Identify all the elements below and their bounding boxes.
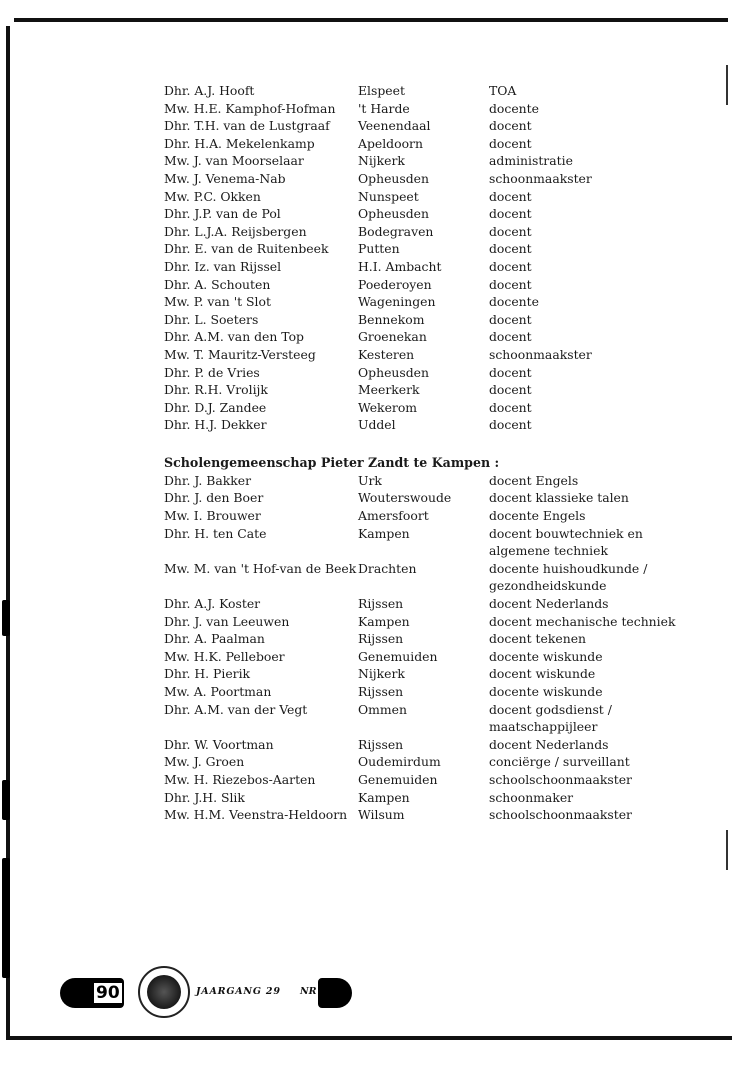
issue-number-tab xyxy=(318,978,352,1008)
staff-role: docent xyxy=(489,223,532,239)
staff-name: Mw. J. Venema-Nab xyxy=(164,170,286,186)
staff-name: Dhr. D.J. Zandee xyxy=(164,399,267,415)
staff-place: H.I. Ambacht xyxy=(358,258,442,274)
staff-name: Dhr. A. Paalman xyxy=(164,631,265,647)
scan-blot xyxy=(2,858,10,978)
staff-name: Mw. H.K. Pelleboer xyxy=(164,648,285,664)
list-item xyxy=(164,771,704,789)
staff-role: docent xyxy=(489,364,532,380)
staff-role: docent Nederlands xyxy=(489,596,609,612)
staff-name: Mw. A. Poortman xyxy=(164,684,272,699)
staff-role: docent xyxy=(489,311,532,327)
staff-place: Kampen xyxy=(358,613,410,629)
list-item xyxy=(164,240,704,258)
staff-role: docent Nederlands xyxy=(489,736,609,752)
list-item xyxy=(164,595,704,613)
staff-place: Genemuiden xyxy=(358,648,438,664)
staff-place: Meerkerk xyxy=(358,382,420,398)
page-footer xyxy=(60,962,380,1022)
list-item xyxy=(164,276,704,294)
staff-role: docente huishoudkunde / gezondheidskunde xyxy=(489,560,648,594)
staff-name: Dhr. A. Schouten xyxy=(164,276,271,292)
staff-role: administratie xyxy=(489,153,573,169)
staff-role: docent klassieke talen xyxy=(489,490,629,506)
staff-place: Nunspeet xyxy=(358,188,419,204)
journal-seal-icon xyxy=(138,966,190,1018)
staff-place: Apeldoorn xyxy=(358,135,423,151)
staff-name: Dhr. A.J. Hooft xyxy=(164,83,255,98)
staff-place: Elspeet xyxy=(358,83,405,98)
staff-role: docent xyxy=(489,188,532,204)
section-title: Scholengemeenschap Pieter Zandt te Kampen : xyxy=(164,454,500,470)
staff-role: docent xyxy=(489,329,532,345)
staff-place: Ommen xyxy=(358,701,407,717)
staff-role: docente Engels xyxy=(489,508,586,524)
staff-role: docent tekenen xyxy=(489,631,587,647)
list-item xyxy=(164,613,704,631)
staff-place: Kampen xyxy=(358,525,410,541)
staff-place: Rijssen xyxy=(358,631,404,647)
list-item xyxy=(164,630,704,648)
staff-name: Dhr. Iz. van Rijssel xyxy=(164,258,282,274)
staff-name: Dhr. L. Soeters xyxy=(164,311,259,327)
staff-place: Oudemirdum xyxy=(358,754,441,770)
list-item xyxy=(164,806,704,824)
staff-role: docent godsdienst / maatschappijleer xyxy=(489,701,612,735)
staff-name: Mw. M. van 't Hof-van de Beek xyxy=(164,560,357,576)
staff-place: Bodegraven xyxy=(358,223,434,239)
staff-name: Dhr. J. Bakker xyxy=(164,472,251,488)
staff-role: schoolschoonmaakster xyxy=(489,807,632,823)
staff-place: Wageningen xyxy=(358,294,436,310)
staff-role: docente xyxy=(489,100,539,116)
staff-role: docent xyxy=(489,382,532,398)
margin-mark xyxy=(726,830,728,870)
staff-name: Dhr. R.H. Vrolijk xyxy=(164,382,268,398)
staff-name: Dhr. T.H. van de Lustgraaf xyxy=(164,118,330,134)
list-item xyxy=(164,472,704,490)
list-item xyxy=(164,560,704,595)
list-item xyxy=(164,525,704,560)
staff-name: Mw. J. van Moorselaar xyxy=(164,153,304,169)
staff-name: Dhr. L.J.A. Reijsbergen xyxy=(164,223,307,239)
staff-place: Uddel xyxy=(358,417,396,433)
staff-place: Opheusden xyxy=(358,170,429,186)
staff-role: docent Engels xyxy=(489,472,579,488)
list-item xyxy=(164,416,704,434)
scan-blot xyxy=(2,600,10,636)
page-bottom-rule xyxy=(6,1036,732,1040)
staff-place: Genemuiden xyxy=(358,771,438,787)
staff-role: docent xyxy=(489,258,532,274)
staff-role: schoonmaker xyxy=(489,789,574,805)
list-item xyxy=(164,364,704,382)
staff-place: Nijkerk xyxy=(358,666,405,682)
staff-name: Dhr. E. van de Ruitenbeek xyxy=(164,241,329,257)
staff-name: Dhr. H.A. Mekelenkamp xyxy=(164,135,315,151)
staff-place: Opheusden xyxy=(358,206,429,222)
staff-role: docent xyxy=(489,206,532,222)
list-item xyxy=(164,117,704,135)
staff-name: Dhr. P. de Vries xyxy=(164,364,260,380)
staff-name: Dhr. W. Voortman xyxy=(164,736,274,752)
page-number: 90 xyxy=(96,983,120,1003)
staff-role: docent xyxy=(489,417,532,433)
staff-place: 't Harde xyxy=(358,100,410,116)
staff-role: docent xyxy=(489,276,532,292)
staff-role: docent xyxy=(489,399,532,415)
staff-role: docent xyxy=(489,241,532,257)
list-item xyxy=(164,399,704,417)
staff-name: Dhr. J.H. Slik xyxy=(164,789,245,805)
staff-place: Wouterswoude xyxy=(358,490,452,506)
staff-place: Veenendaal xyxy=(358,118,431,134)
list-item xyxy=(164,489,704,507)
list-item xyxy=(164,135,704,153)
list-item xyxy=(164,82,704,100)
staff-name: Dhr. A.J. Koster xyxy=(164,596,261,612)
staff-role: schoolschoonmaakster xyxy=(489,771,632,787)
list-item xyxy=(164,152,704,170)
staff-name: Dhr. J. den Boer xyxy=(164,490,264,506)
staff-name: Dhr. A.M. van der Vegt xyxy=(164,701,308,717)
list-item xyxy=(164,188,704,206)
staff-list xyxy=(164,82,704,824)
staff-name: Mw. P.C. Okken xyxy=(164,188,261,204)
staff-place: Opheusden xyxy=(358,364,429,380)
staff-name: Dhr. H.J. Dekker xyxy=(164,417,267,433)
list-item xyxy=(164,100,704,118)
staff-role: docent xyxy=(489,118,532,134)
staff-table xyxy=(164,82,704,434)
staff-place: Bennekom xyxy=(358,311,425,327)
section-staff-table xyxy=(164,472,704,824)
staff-role: schoonmaakster xyxy=(489,170,592,186)
list-item xyxy=(164,665,704,683)
staff-place: Kampen xyxy=(358,789,410,805)
list-item xyxy=(164,381,704,399)
staff-place: Amersfoort xyxy=(358,508,429,524)
staff-name: Dhr. H. Pierik xyxy=(164,666,251,682)
staff-name: Dhr. J. van Leeuwen xyxy=(164,613,290,629)
staff-role: docent xyxy=(489,135,532,151)
staff-role: docente wiskunde xyxy=(489,684,603,699)
issue-label: NR xyxy=(300,986,317,997)
staff-place: Wilsum xyxy=(358,807,405,823)
list-item xyxy=(164,507,704,525)
staff-name: Mw. H. Riezebos-Aarten xyxy=(164,771,316,787)
scan-blot xyxy=(2,780,10,820)
staff-place: Drachten xyxy=(358,560,417,576)
staff-role: TOA xyxy=(489,83,517,98)
staff-name: Mw. P. van 't Slot xyxy=(164,294,271,310)
staff-place: Wekerom xyxy=(358,399,418,415)
margin-mark xyxy=(726,65,728,105)
staff-place: Rijssen xyxy=(358,596,404,612)
list-item xyxy=(164,293,704,311)
staff-name: Mw. I. Brouwer xyxy=(164,508,261,524)
list-item xyxy=(164,701,704,736)
list-item xyxy=(164,258,704,276)
list-item xyxy=(164,648,704,666)
staff-place: Poederoyen xyxy=(358,276,432,292)
list-item xyxy=(164,311,704,329)
list-item xyxy=(164,205,704,223)
staff-role: docente xyxy=(489,294,539,310)
staff-name: Dhr. A.M. van den Top xyxy=(164,329,304,345)
staff-role: docent wiskunde xyxy=(489,666,596,682)
staff-role: docent mechanische techniek xyxy=(489,613,676,629)
staff-role: conciërge / surveillant xyxy=(489,754,630,770)
staff-place: Rijssen xyxy=(358,736,404,752)
staff-place: Rijssen xyxy=(358,684,404,699)
list-item xyxy=(164,346,704,364)
list-item xyxy=(164,753,704,771)
staff-name: Dhr. J.P. van de Pol xyxy=(164,206,281,222)
staff-name: Mw. J. Groen xyxy=(164,754,245,770)
staff-role: schoonmaakster xyxy=(489,346,592,362)
staff-place: Putten xyxy=(358,241,400,257)
list-item xyxy=(164,328,704,346)
staff-place: Groenekan xyxy=(358,329,427,345)
staff-name: Dhr. H. ten Cate xyxy=(164,525,267,541)
journal-label: JAARGANG 29 xyxy=(196,986,281,997)
list-item xyxy=(164,683,704,701)
staff-role: docent bouwtechniek en algemene techniek xyxy=(489,525,643,559)
staff-name: Mw. H.M. Veenstra-Heldoorn xyxy=(164,807,348,823)
staff-place: Nijkerk xyxy=(358,153,405,169)
list-item xyxy=(164,223,704,241)
staff-place: Urk xyxy=(358,472,382,488)
staff-name: Mw. H.E. Kamphof-Hofman xyxy=(164,100,336,116)
list-item xyxy=(164,170,704,188)
staff-place: Kesteren xyxy=(358,346,415,362)
page-top-rule xyxy=(14,18,728,22)
list-item xyxy=(164,736,704,754)
list-item xyxy=(164,789,704,807)
staff-name: Mw. T. Mauritz-Versteeg xyxy=(164,346,316,362)
staff-role: docente wiskunde xyxy=(489,648,603,664)
